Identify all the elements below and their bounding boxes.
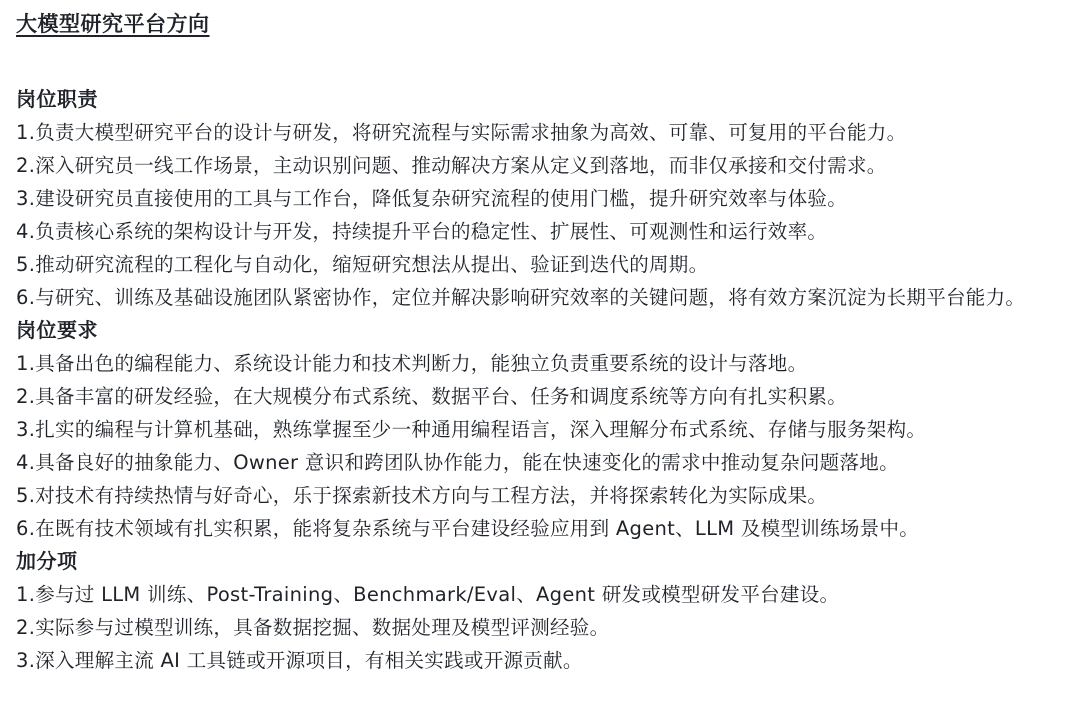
responsibility-item: 6.与研究、训练及基础设施团队紧密协作，定位并解决影响研究效率的关键问题，将有效方案沉淀为长期平台能力。 [16, 286, 1026, 309]
responsibility-item: 2.深入研究员一线工作场景，主动识别问题、推动解决方案从定义到落地，而非仅承接和交付需求。 [16, 154, 887, 177]
responsibility-item: 4.负责核心系统的架构设计与开发，持续提升平台的稳定性、扩展性、可观测性和运行效率。 [16, 220, 828, 243]
section-heading-requirements: 岗位要求 [16, 318, 98, 342]
bonus-item: 1.参与过 LLM 训练、Post-Training、Benchmark/Eval、Agent 研发或模型研发平台建设。 [16, 583, 840, 606]
responsibility-item: 3.建设研究员直接使用的工具与工作台，降低复杂研究流程的使用门槛，提升研究效率与体验。 [16, 187, 848, 210]
section-heading-responsibilities: 岗位职责 [16, 87, 98, 111]
page-title: 大模型研究平台方向 [16, 12, 210, 36]
requirement-item: 1.具备出色的编程能力、系统设计能力和技术判断力，能独立负责重要系统的设计与落地。 [16, 352, 808, 375]
requirement-item: 6.在既有技术领域有扎实积累，能将复杂系统与平台建设经验应用到 Agent、LLM 及模型训练场景中。 [16, 517, 920, 540]
bonus-item: 2.实际参与过模型训练，具备数据挖掘、数据处理及模型评测经验。 [16, 616, 610, 639]
spacer [16, 41, 1066, 83]
requirement-item: 3.扎实的编程与计算机基础，熟练掌握至少一种通用编程语言，深入理解分布式系统、存储与服务架构。 [16, 418, 927, 441]
section-heading-bonus: 加分项 [16, 549, 78, 573]
requirement-item: 4.具备良好的抽象能力、Owner 意识和跨团队协作能力，能在快速变化的需求中推动复杂问题落地。 [16, 451, 899, 474]
responsibility-item: 1.负责大模型研究平台的设计与研发，将研究流程与实际需求抽象为高效、可靠、可复用的平台能力。 [16, 121, 907, 144]
responsibility-item: 5.推动研究流程的工程化与自动化，缩短研究想法从提出、验证到迭代的周期。 [16, 253, 709, 276]
bonus-item: 3.深入理解主流 AI 工具链或开源项目，有相关实践或开源贡献。 [16, 649, 583, 672]
requirement-item: 2.具备丰富的研发经验，在大规模分布式系统、数据平台、任务和调度系统等方向有扎实积累。 [16, 385, 848, 408]
requirement-item: 5.对技术有持续热情与好奇心，乐于探索新技术方向与工程方法，并将探索转化为实际成果。 [16, 484, 828, 507]
